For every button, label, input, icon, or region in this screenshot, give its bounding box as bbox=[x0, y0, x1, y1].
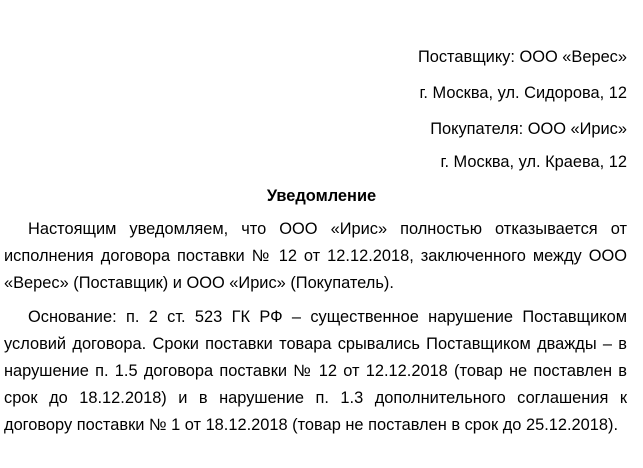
supplier-line: Поставщику: ООО «Верес» bbox=[417, 48, 627, 66]
body-paragraph-notice: Настоящим уведомляем, что ООО «Ирис» полностью отказывается от исполнения договора поставки № 12 от 12.12.2018, заключенного между ООО «Верес» (Поставщик) и ООО «Ирис» (Покупатель). bbox=[4, 220, 627, 292]
body-paragraph-grounds: Основание: п. 2 ст. 523 ГК РФ – существенное нарушение Поставщиком условий договора. Сроки поставки товара срывались Поставщиком дважды – в нарушение п. 1.5 договора поставки № 12 от 12.12.2018 (товар не поставлен в срок до 18.12.2018) и в нарушение п. 1.3 дополнительного соглашения к договору поставки № 1 от 18.12.2018 (товар не поставлен в срок до 25.12.2018). bbox=[4, 308, 627, 434]
supplier-address: г. Москва, ул. Сидорова, 12 bbox=[419, 84, 627, 102]
buyer-address: г. Москва, ул. Краева, 12 bbox=[440, 153, 627, 171]
buyer-line: Покупателя: ООО «Ирис» bbox=[430, 120, 627, 138]
document-title: Уведомление bbox=[266, 187, 377, 205]
